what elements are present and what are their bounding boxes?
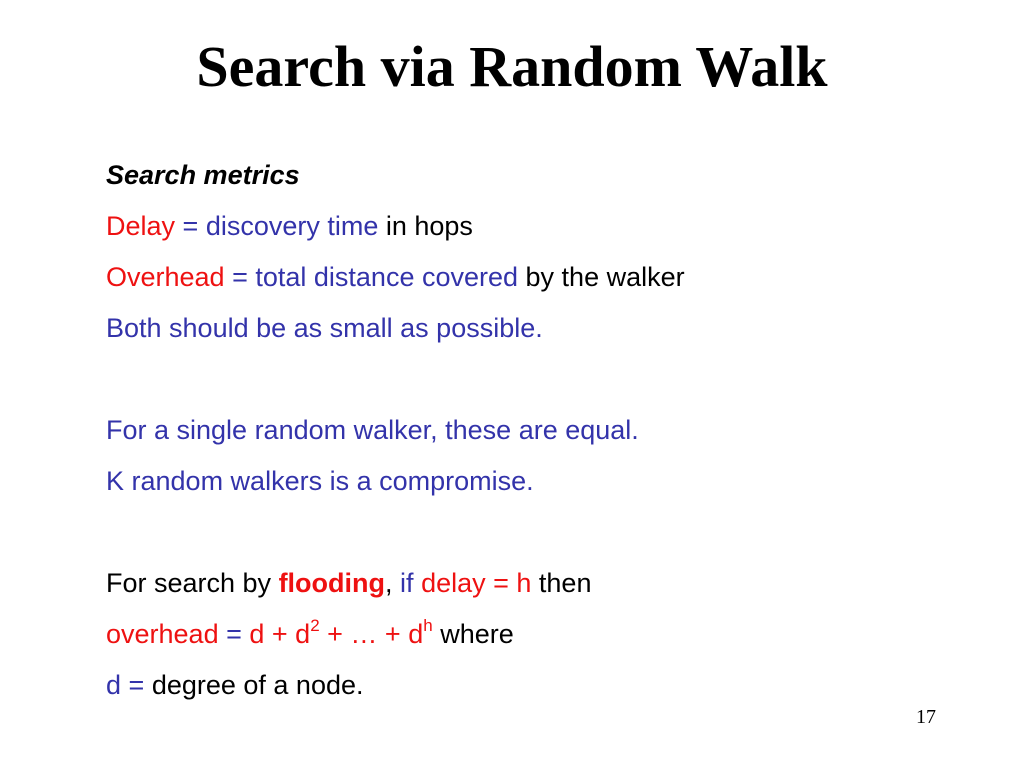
spacer: [106, 354, 926, 405]
flooding-if: if: [392, 568, 422, 598]
degree-equals: =: [121, 670, 152, 700]
degree-definition: degree of a node.: [151, 670, 364, 700]
flooding-delay: delay = h: [421, 568, 532, 598]
formula-d1: d + d: [249, 619, 311, 649]
delay-definition: discovery time: [205, 211, 379, 241]
formula-sup-h: h: [423, 616, 433, 635]
line-delay: [106, 201, 926, 252]
line-single-walker: For a single random walker, these are equal.: [106, 415, 639, 445]
flooding-pre: For search by: [106, 568, 279, 598]
formula-where: where: [432, 619, 514, 649]
overhead-equals: =: [224, 262, 256, 292]
flooding-then: then: [531, 568, 592, 598]
page-number: 17: [916, 706, 936, 728]
formula-mid: + … + d: [319, 619, 424, 649]
slide-title: Search via Random Walk: [196, 34, 828, 99]
flooding-word: flooding: [278, 568, 386, 598]
formula-equals: =: [218, 619, 250, 649]
line-flooding: [106, 558, 926, 609]
formula-sup-2: 2: [310, 616, 320, 635]
flooding-comma: ,: [385, 568, 393, 598]
degree-d: d: [106, 670, 122, 700]
formula-overhead: overhead: [106, 619, 219, 649]
line-overhead: [106, 252, 926, 303]
overhead-definition: total distance covered: [255, 262, 519, 292]
delay-equals: =: [175, 211, 206, 241]
overhead-term: Overhead: [106, 262, 225, 292]
overhead-rest: by the walker: [518, 262, 685, 292]
delay-term: Delay: [106, 211, 176, 241]
delay-rest: in hops: [378, 211, 473, 241]
line-degree: [106, 660, 926, 711]
line-both: Both should be as small as possible.: [106, 313, 543, 343]
spacer: [106, 507, 926, 558]
slide-body: [106, 150, 926, 711]
line-overhead-formula: [106, 609, 926, 660]
line-k-walkers: K random walkers is a compromise.: [106, 466, 534, 496]
line-search-metrics: Search metrics: [106, 160, 300, 190]
